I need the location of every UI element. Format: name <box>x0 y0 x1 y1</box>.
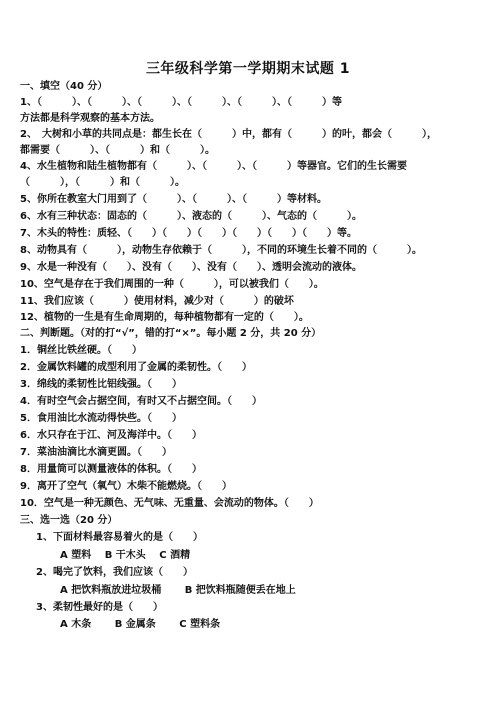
question-line: 3、柔韧性最好的是（ ） <box>36 602 163 613</box>
page-title: 三年级科学第一学期期末试题 1 <box>145 61 351 77</box>
question-line: 4．有时空气会占据空间，有时又不占据空间。（ ） <box>20 396 262 407</box>
question-line: 1．铜丝比铁丝硬。（ ） <box>20 345 142 356</box>
option-line: A 木条 B 金属条 C 塑料条 <box>60 619 221 630</box>
question-line: 7、木头的特性：质轻、（ ）（ ）（ ）（ ）（ ）（ ）等。 <box>20 228 357 239</box>
question-line: 9、水是一种没有（ ）、没有（ ）、没有（ ）、透明会流动的液体。 <box>20 262 362 273</box>
question-line: 5、你所在教室大门用到了（ ）、（ ）、（ ）等材料。 <box>20 194 327 205</box>
question-line: 8、动物具有（ ），动物生存依赖于（ ），不同的环境生长着不同的（ ）。 <box>20 245 422 256</box>
question-line: 1、（ ）、（ ）、（ ）、（ ）、（ ）、（ ）等 <box>20 97 342 108</box>
section-heading-true-false: 二、判断题。（对的打“√”，错的打“×”。每小题 2 分，共 20 分） <box>20 328 322 339</box>
section-heading-choice: 三、选一选（20 分） <box>20 515 118 526</box>
question-line: 11、我们应该（ ）使用材料，减少对（ ）的破坏 <box>20 296 294 307</box>
question-line: 都需要（ ）、（ ）和（ ）。 <box>20 145 215 156</box>
question-line: 10、空气是存在于我们周围的一种（ ），可以被我们（ ）。 <box>20 279 324 290</box>
question-line: 7．菜油油滴比水滴更圆。（ ） <box>20 447 172 458</box>
option-line: A 塑料 B 干木头 C 酒精 <box>60 550 191 561</box>
question-line: （ ），（ ）和（ ）。 <box>20 177 185 188</box>
question-line: 12、植物的一生是有生命周期的，每种植物都有一定的（ ）。 <box>20 312 309 323</box>
question-line: 1、下面材料最容易着火的是（ ） <box>36 532 203 543</box>
section-heading-fill-blank: 一、填空（40 分） <box>20 81 108 92</box>
question-line: 5．食用油比水流动得快些。（ ） <box>20 413 182 424</box>
question-line: 2．金属饮料罐的成型利用了金属的柔韧性。（ ） <box>20 362 252 373</box>
question-line: 3．绵线的柔韧性比铝线强。（ ） <box>20 379 182 390</box>
question-line: 6．水只存在于江、河及海洋中。（ ） <box>20 430 202 441</box>
question-line: 10．空气是一种无颜色、无气味、无重量、会流动的物体。（ ） <box>20 498 319 509</box>
question-line: 2、 大树和小草的共同点是：都生长在（ ）中，都有（ ）的叶，都会（ ）， <box>20 129 437 140</box>
question-line: 8．用量筒可以测量液体的体积。（ ） <box>20 464 202 475</box>
question-line: 6、水有三种状态：固态的（ ）、液态的（ ）、气态的（ ）。 <box>20 211 362 222</box>
question-line: 4、水生植物和陆生植物都有（ ）、（ ）、（ ）等器官。它们的生长需要 <box>20 161 407 172</box>
question-line: 方法都是科学观察的基本方法。 <box>20 113 160 124</box>
question-line: 2、喝完了饮料，我们应该（ ） <box>36 567 193 578</box>
option-line: A 把饮料瓶放进垃圾桶 B 把饮料瓶随便丢在地上 <box>60 585 296 596</box>
question-line: 9．离开了空气（氧气）木柴不能燃烧。（ ） <box>20 481 232 492</box>
